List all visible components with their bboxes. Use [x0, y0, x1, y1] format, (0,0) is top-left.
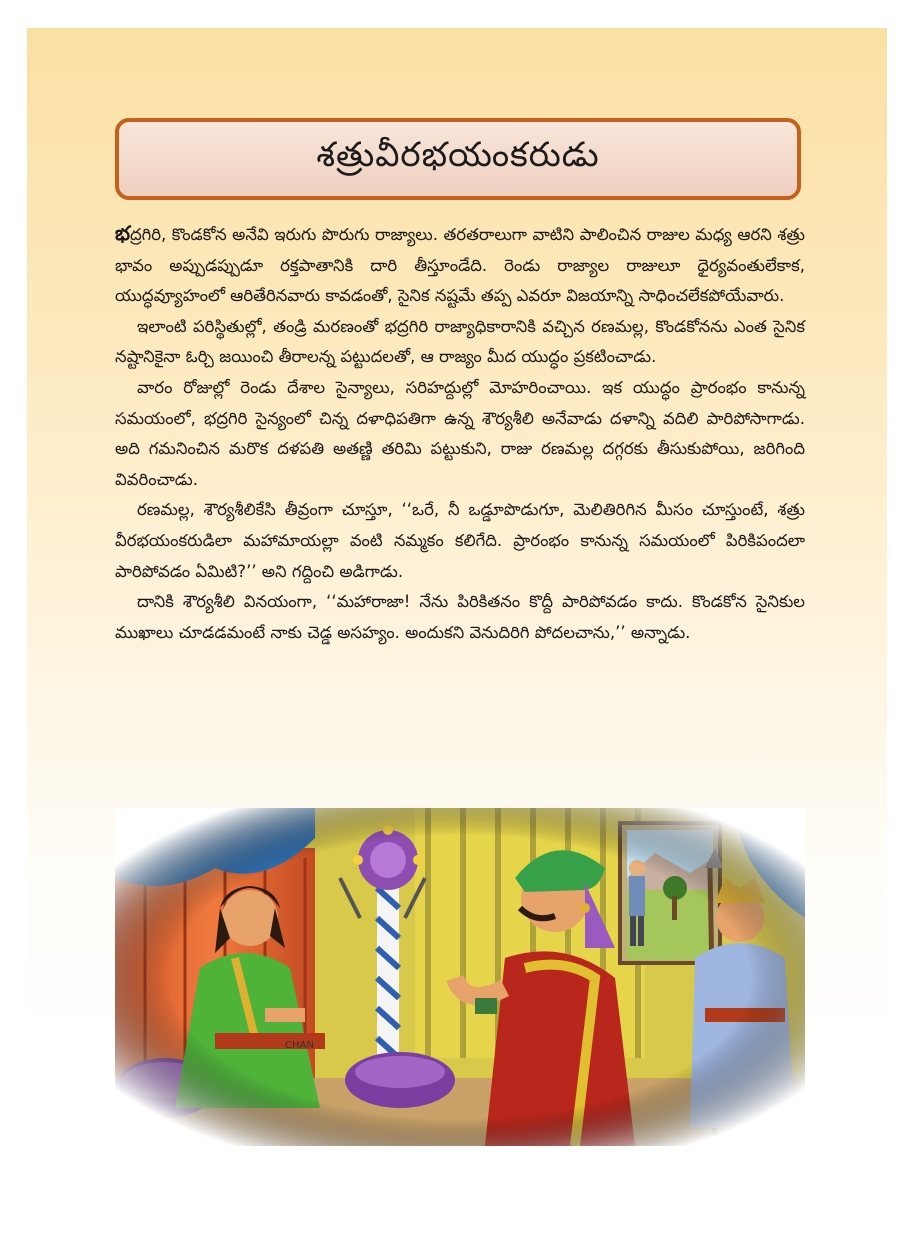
- story-body: [115, 218, 805, 648]
- paragraph-3: వారం రోజుల్లో రెండు దేశాల సైన్యాలు, సరిహద్దుల్లో మోహరించాయి. ఇక యుద్ధం ప్రారంభం కానున్న సమయంలో, భద్రగిరి సైన్యంలో చిన్న దళాధిపతిగా ఉన్న శౌర్యశీలి అనేవాడు దళాన్ని వదిలి పారిపోసాగాడు. అది గమనించిన మరొక దళపతి అతణ్ణి తరిమి పట్టుకుని, రాజు రణమల్ల దగ్గరకు తీసుకుపోయి, జరిగింది వివరించాడు.: [115, 377, 805, 489]
- title-banner: [115, 118, 801, 200]
- story-page: [27, 28, 887, 1224]
- paragraph-5: దానికి శౌర్యశీలి వినయంగా, ‘‘మహారాజా! నేను పిరికితనం కొద్దీ పారిపోవడం కాదు. కొండకోన సైనికుల ముఖాలు చూడడమంటే నాకు చెడ్డ అసహ్యం. అందుకని వెనుదిరిగి పోదలచాను,’’ అన్నాడు.: [115, 592, 805, 642]
- paragraph-text: ద్రగిరి, కొండకోన అనేవి ఇరుగు పొరుగు రాజ్యాలు. తరతరాలుగా వాటిని పాలించిన రాజుల మధ్య ఆరని శత్రు భావం అప్పుడప్పుడూ రక్తపాతానికి దారి తీస్తూండేది. రెండు రాజ్యాల రాజులూ ధైర్యవంతులేకాక, యుద్ధవ్యూహంలో ఆరితేరినవారు కావడంతో, సైనిక నష్టమే తప్ప ఎవరూ విజయాన్ని సాధించలేకపోయేవారు.: [115, 225, 805, 306]
- paragraph-4: రణమల్ల, శౌర్యశీలికేసి తీవ్రంగా చూస్తూ, ‘‘ఒరే, నీ ఒడ్డూపొడుగూ, మెలితిరిగిన మీసం చూస్తుంటే, శత్రు వీరభయంకరుడిలా మహామాయల్లా వంటి నమ్మకం కలిగేది. ప్రారంభం కానున్న సమయంలో పిరికిపందలా పారిపోవడం ఏమిటి?’’ అని గద్దించి అడిగాడు.: [115, 500, 805, 581]
- paragraph-2: ఇలాంటి పరిస్థితుల్లో, తండ్రి మరణంతో భద్రగిరి రాజ్యాధికారానికి వచ్చిన రణమల్ల, కొండకోనను ఎంత సైనిక నష్టానికైనా ఓర్చి జయించి తీరాలన్న పట్టుదలతో, ఆ రాజ్యం మీద యుద్ధం ప్రకటించాడు.: [115, 316, 805, 367]
- story-illustration: [115, 808, 805, 1146]
- court-scene-image: [115, 808, 805, 1146]
- paragraph-1: [115, 218, 805, 312]
- drop-letter: భ: [115, 221, 130, 245]
- story-title: శత్రువీరభయంకరుడు: [316, 135, 600, 175]
